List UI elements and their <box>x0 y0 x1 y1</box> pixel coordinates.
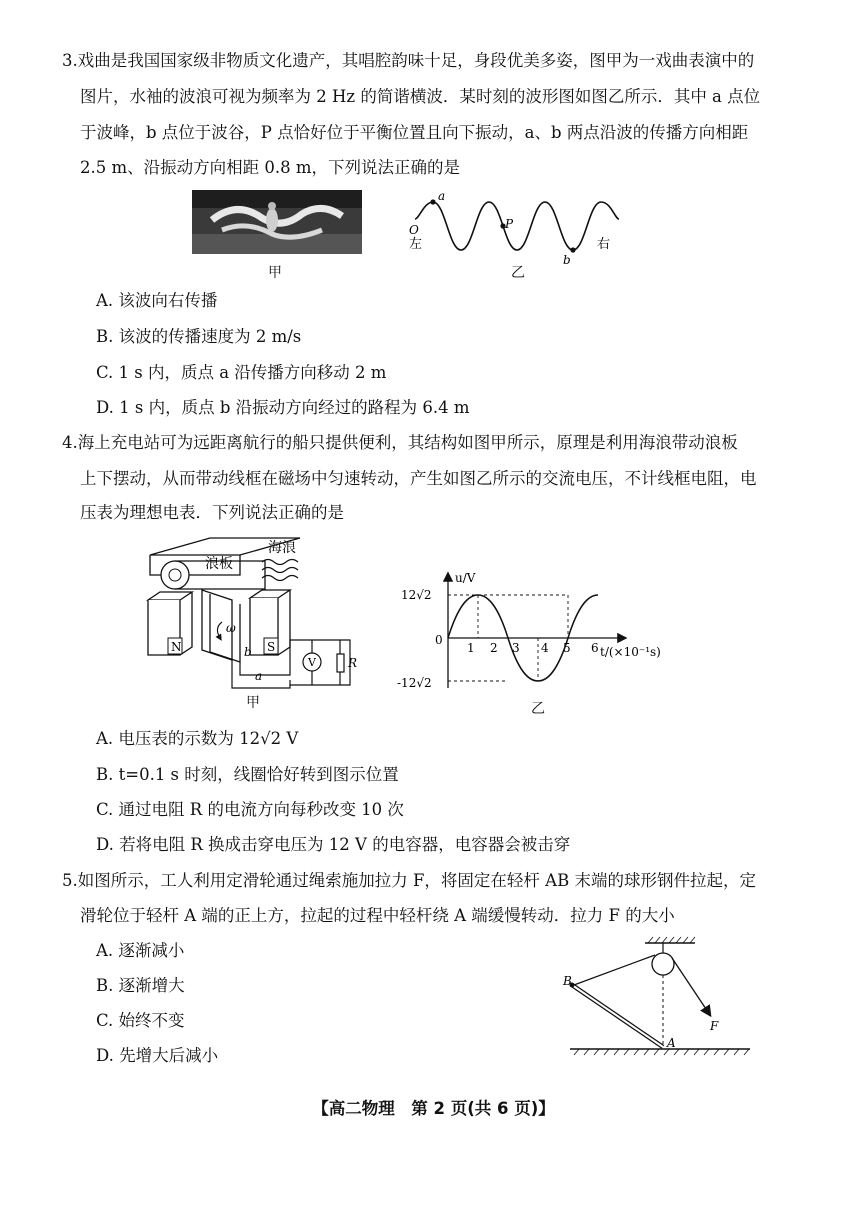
graph-ylabel: u/V <box>455 571 476 585</box>
label-N: N <box>171 640 182 654</box>
label-omega: ω <box>226 621 236 635</box>
label-F: F <box>710 1019 719 1033</box>
q3-fig-yi-caption: 乙 <box>511 265 525 281</box>
svg-text:4: 4 <box>541 641 549 655</box>
svg-text:3: 3 <box>512 641 520 655</box>
graph-ymax: 12√2 <box>401 588 432 602</box>
label-left: 左 <box>409 237 423 252</box>
q3-option-d[interactable]: D. 1 s 内，质点 b 沿振动方向经过的路程为 6.4 m <box>96 398 470 417</box>
q3-option-b[interactable]: B. 该波的传播速度为 2 m/s <box>96 327 302 346</box>
label-a: a <box>438 189 446 203</box>
graph-xlabel: t/(×10⁻¹s) <box>600 645 661 659</box>
q4-line-1: 4.海上充电站可为远距离航行的船只提供便利，其结构如图甲所示，原理是利用海浪带动浪板 <box>62 433 738 452</box>
q3-line-3: 于波峰，b 点位于波谷，P 点恰好位于平衡位置且向下振动，a、b 两点沿波的传播方向相距 <box>80 123 749 142</box>
q4-line-2: 上下摆动，从而带动线框在磁场中匀速转动，产生如图乙所示的交流电压，不计线框电阻，电 <box>80 469 757 488</box>
q4-fig-jia-caption: 甲 <box>246 695 260 711</box>
q4-option-d[interactable]: D. 若将电阻 R 换成击穿电压为 12 V 的电容器，电容器会被击穿 <box>96 835 571 854</box>
label-P: P <box>505 217 514 231</box>
pulley-diagram <box>560 935 760 1060</box>
label-a-coil: a <box>255 669 263 683</box>
q3-line-4: 2.5 m、沿振动方向相距 0.8 m，下列说法正确的是 <box>80 158 461 177</box>
label-B: B <box>563 974 572 988</box>
label-wave: 海浪 <box>268 540 296 556</box>
label-O: O <box>409 223 419 237</box>
svg-text:1: 1 <box>467 641 475 655</box>
q4-option-a[interactable]: A. 电压表的示数为 12√2 V <box>96 729 299 748</box>
q4-option-c[interactable]: C. 通过电阻 R 的电流方向每秒改变 10 次 <box>96 800 404 819</box>
q4-option-b[interactable]: B. t=0.1 s 时刻，线圈恰好转到图示位置 <box>96 765 399 784</box>
svg-text:5: 5 <box>563 641 571 655</box>
q5-line-2: 滑轮位于轻杆 A 端的正上方，拉起的过程中轻杆绕 A 端缓慢转动．拉力 F 的大小 <box>80 906 675 925</box>
graph-xticks <box>467 641 599 655</box>
wave-diagram <box>405 188 630 268</box>
q3-option-a[interactable]: A. 该波向右传播 <box>96 291 218 310</box>
q5-option-a[interactable]: A. 逐渐减小 <box>96 941 185 960</box>
q3-line-1: 3.戏曲是我国国家级非物质文化遗产，其唱腔韵味十足，身段优美多姿，图甲为一戏曲表演中的 <box>62 51 755 70</box>
graph-ymin: -12√2 <box>397 676 432 690</box>
charging-station-diagram <box>140 530 370 710</box>
q3-fig-jia-caption: 甲 <box>268 265 282 281</box>
q5-option-b[interactable]: B. 逐渐增大 <box>96 976 185 995</box>
label-b: b <box>563 253 571 267</box>
label-R: R <box>348 656 358 670</box>
q5-option-c[interactable]: C. 始终不变 <box>96 1011 185 1030</box>
voltage-graph <box>395 568 680 698</box>
graph-origin: 0 <box>435 633 443 647</box>
label-V: V <box>308 656 316 669</box>
q4-fig-yi-caption: 乙 <box>531 701 545 717</box>
label-S: S <box>267 640 276 654</box>
svg-text:6: 6 <box>591 641 599 655</box>
label-right: 右 <box>597 237 611 252</box>
label-b-coil: b <box>244 645 252 659</box>
q5-option-d[interactable]: D. 先增大后减小 <box>96 1046 219 1065</box>
q3-line-2: 图片，水袖的波浪可视为频率为 2 Hz 的简谐横波．某时刻的波形图如图乙所示．其中 a 点位 <box>80 87 761 106</box>
opera-photo <box>192 190 362 254</box>
q5-line-1: 5.如图所示，工人利用定滑轮通过绳索施加拉力 F，将固定在轻杆 AB 末端的球形钢件拉起，定 <box>62 871 756 890</box>
label-A: A <box>667 1036 676 1050</box>
q4-line-3: 压表为理想电表．下列说法正确的是 <box>80 503 344 522</box>
page-footer: 【高二物理 第 2 页(共 6 页)】 <box>312 1099 555 1118</box>
label-board: 浪板 <box>205 556 233 572</box>
svg-text:2: 2 <box>490 641 498 655</box>
q3-option-c[interactable]: C. 1 s 内，质点 a 沿传播方向移动 2 m <box>96 363 387 382</box>
